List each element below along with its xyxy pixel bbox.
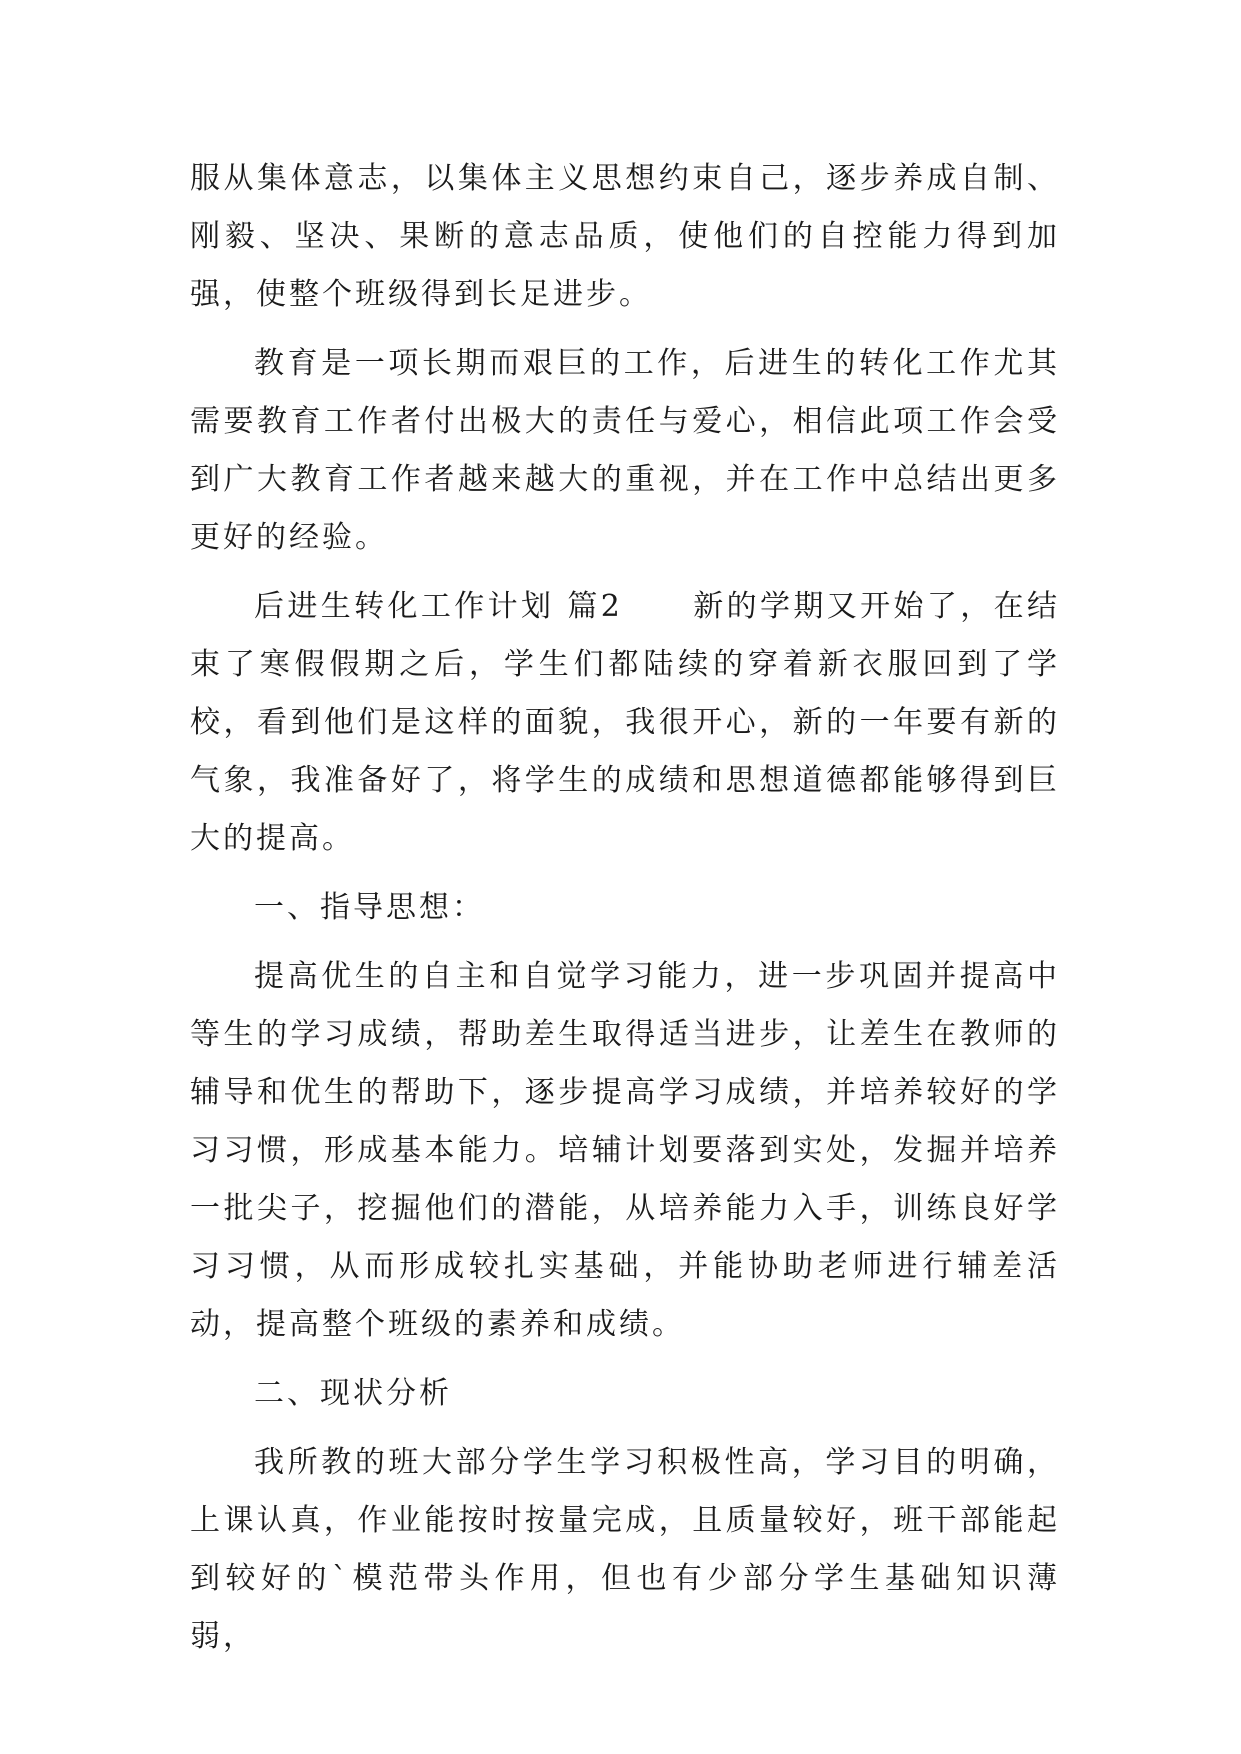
paragraph-2: 教育是一项长期而艰巨的工作，后进生的转化工作尤其需要教育工作者付出极大的责任与爱心，相信此项工作会受到广大教育工作者越来越大的重视，并在工作中总结出更多更好的经验。 xyxy=(190,346,1060,555)
section-title: 后进生转化工作计划 篇2 xyxy=(254,589,623,624)
paragraph-1: 服从集体意志，以集体主义思想约束自己，逐步养成自制、刚毅、坚决、果断的意志品质，使他们的自控能力得到加强，使整个班级得到长足进步。 xyxy=(190,161,1060,312)
section-intro: 新的学期又开始了，在结束了寒假假期之后，学生们都陆续的穿着新衣服回到了学校，看到他们是这样的面貌，我很开心，新的一年要有新的气象，我准备好了，将学生的成绩和思想道德都能够得到巨大的提高。 xyxy=(190,589,1060,856)
heading-guiding-ideas: 一、指导思想： xyxy=(254,890,485,925)
section-intro-paragraph xyxy=(190,578,1060,868)
heading-status-analysis: 二、现状分析 xyxy=(254,1376,452,1411)
paragraph-status-analysis: 我所教的班大部分学生学习积极性高，学习目的明确，上课认真，作业能按时按量完成，且质量较好，班干部能起到较好的`模范带头作用，但也有少部分学生基础知识薄弱， xyxy=(190,1445,1060,1654)
paragraph-guiding-ideas: 提高优生的自主和自觉学习能力，进一步巩固并提高中等生的学习成绩，帮助差生取得适当进步，让差生在教师的辅导和优生的帮助下，逐步提高学习成绩，并培养较好的学习习惯，形成基本能力。培辅计划要落到实处，发掘并培养一批尖子，挖掘他们的潜能，从培养能力入手，训练良好学习习惯，从而形成较扎实基础，并能协助老师进行辅差活动，提高整个班级的素养和成绩。 xyxy=(190,959,1060,1342)
document-body xyxy=(190,150,1060,1677)
